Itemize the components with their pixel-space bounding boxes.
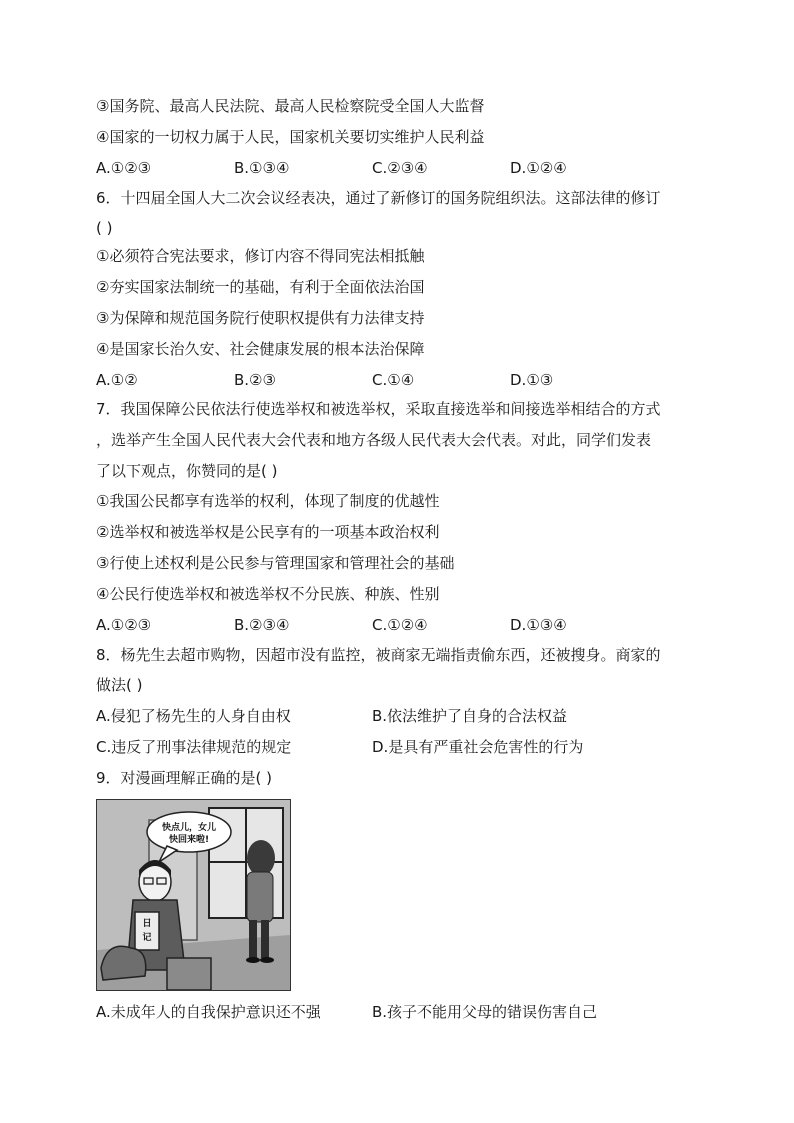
q8-stem-line-1: 8．杨先生去超市购物，因超市没有监控，被商家无端指责偷东西，还被搜身。商家的 bbox=[96, 646, 661, 664]
q7-choice-b[interactable]: B.②③④ bbox=[234, 616, 290, 634]
q8-choice-a[interactable]: A.侵犯了杨先生的人身自由权 bbox=[96, 707, 291, 725]
q7-choice-c[interactable]: C.①②④ bbox=[372, 616, 428, 634]
q7-option-4: ④公民行使选举权和被选举权不分民族、种族、性别 bbox=[96, 585, 440, 603]
q5-choice-a[interactable]: A.①②③ bbox=[96, 159, 152, 177]
q7-stem-line-2: ，选举产生全国人民代表大会代表和地方各级人民代表大会代表。对此，同学们发表 bbox=[96, 431, 652, 449]
bubble-text-line-2: 快回来啦! bbox=[168, 835, 210, 845]
q8-stem-line-2: 做法( ) bbox=[96, 676, 143, 694]
q5-choice-c[interactable]: C.②③④ bbox=[372, 159, 428, 177]
q6-option-4: ④是国家长治久安、社会健康发展的根本法治保障 bbox=[96, 340, 425, 358]
q7-stem-line-3: 了以下观点，你赞同的是( ) bbox=[96, 462, 278, 480]
q8-choices-row-2 bbox=[96, 737, 716, 757]
q7-option-1: ①我国公民都享有选举的权利，体现了制度的优越性 bbox=[96, 492, 440, 510]
q9-stem: 9．对漫画理解正确的是( ) bbox=[96, 769, 273, 787]
q6-stem-line-2: ( ) bbox=[96, 219, 113, 237]
q8-choice-d[interactable]: D.是具有严重社会危害性的行为 bbox=[372, 738, 584, 756]
q9-choice-a[interactable]: A.未成年人的自我保护意识还不强 bbox=[96, 1003, 321, 1021]
q8-choices-row-1 bbox=[96, 706, 716, 726]
bubble-text-line-1: 快点儿，女儿 bbox=[161, 823, 217, 833]
q6-option-1: ①必须符合宪法要求，修订内容不得同宪法相抵触 bbox=[96, 247, 425, 265]
q7-choice-a[interactable]: A.①②③ bbox=[96, 616, 152, 634]
q5-choices bbox=[96, 158, 716, 178]
q7-choices bbox=[96, 615, 716, 635]
q5-option-3: ③国务院、最高人民法院、最高人民检察院受全国人大监督 bbox=[96, 97, 485, 115]
q9-cartoon bbox=[96, 799, 291, 991]
q7-stem-line-1: 7．我国保障公民依法行使选举权和被选举权，采取直接选举和间接选举相结合的方式 bbox=[96, 400, 661, 418]
q7-option-3: ③行使上述权利是公民参与管理国家和管理社会的基础 bbox=[96, 554, 455, 572]
q5-choice-b[interactable]: B.①③④ bbox=[234, 159, 290, 177]
q6-choice-d[interactable]: D.①③ bbox=[510, 371, 554, 389]
q8-choice-c[interactable]: C.违反了刑事法律规范的规定 bbox=[96, 738, 292, 756]
q8-choice-b[interactable]: B.依法维护了自身的合法权益 bbox=[372, 707, 568, 725]
q9-choices-row-1 bbox=[96, 1002, 716, 1022]
q6-stem-line-1: 6．十四届全国人大二次会议经表决，通过了新修订的国务院组织法。这部法律的修订 bbox=[96, 189, 661, 207]
diary-text-line-2: 记 bbox=[142, 933, 152, 943]
q7-option-2: ②选举权和被选举权是公民享有的一项基本政治权利 bbox=[96, 523, 440, 541]
diary-text-line-1: 日 bbox=[142, 919, 152, 929]
q6-choices bbox=[96, 370, 716, 390]
q6-choice-c[interactable]: C.①④ bbox=[372, 371, 415, 389]
q5-choice-d[interactable]: D.①②④ bbox=[510, 159, 567, 177]
q5-option-4: ④国家的一切权力属于人民，国家机关要切实维护人民利益 bbox=[96, 128, 485, 146]
cartoon-drawing bbox=[97, 800, 290, 990]
q6-choice-b[interactable]: B.②③ bbox=[234, 371, 276, 389]
q7-choice-d[interactable]: D.①③④ bbox=[510, 616, 567, 634]
q9-choice-b[interactable]: B.孩子不能用父母的错误伤害自己 bbox=[372, 1003, 598, 1021]
q6-choice-a[interactable]: A.①② bbox=[96, 371, 138, 389]
q6-option-2: ②夯实国家法制统一的基础，有利于全面依法治国 bbox=[96, 278, 425, 296]
q6-option-3: ③为保障和规范国务院行使职权提供有力法律支持 bbox=[96, 309, 425, 327]
